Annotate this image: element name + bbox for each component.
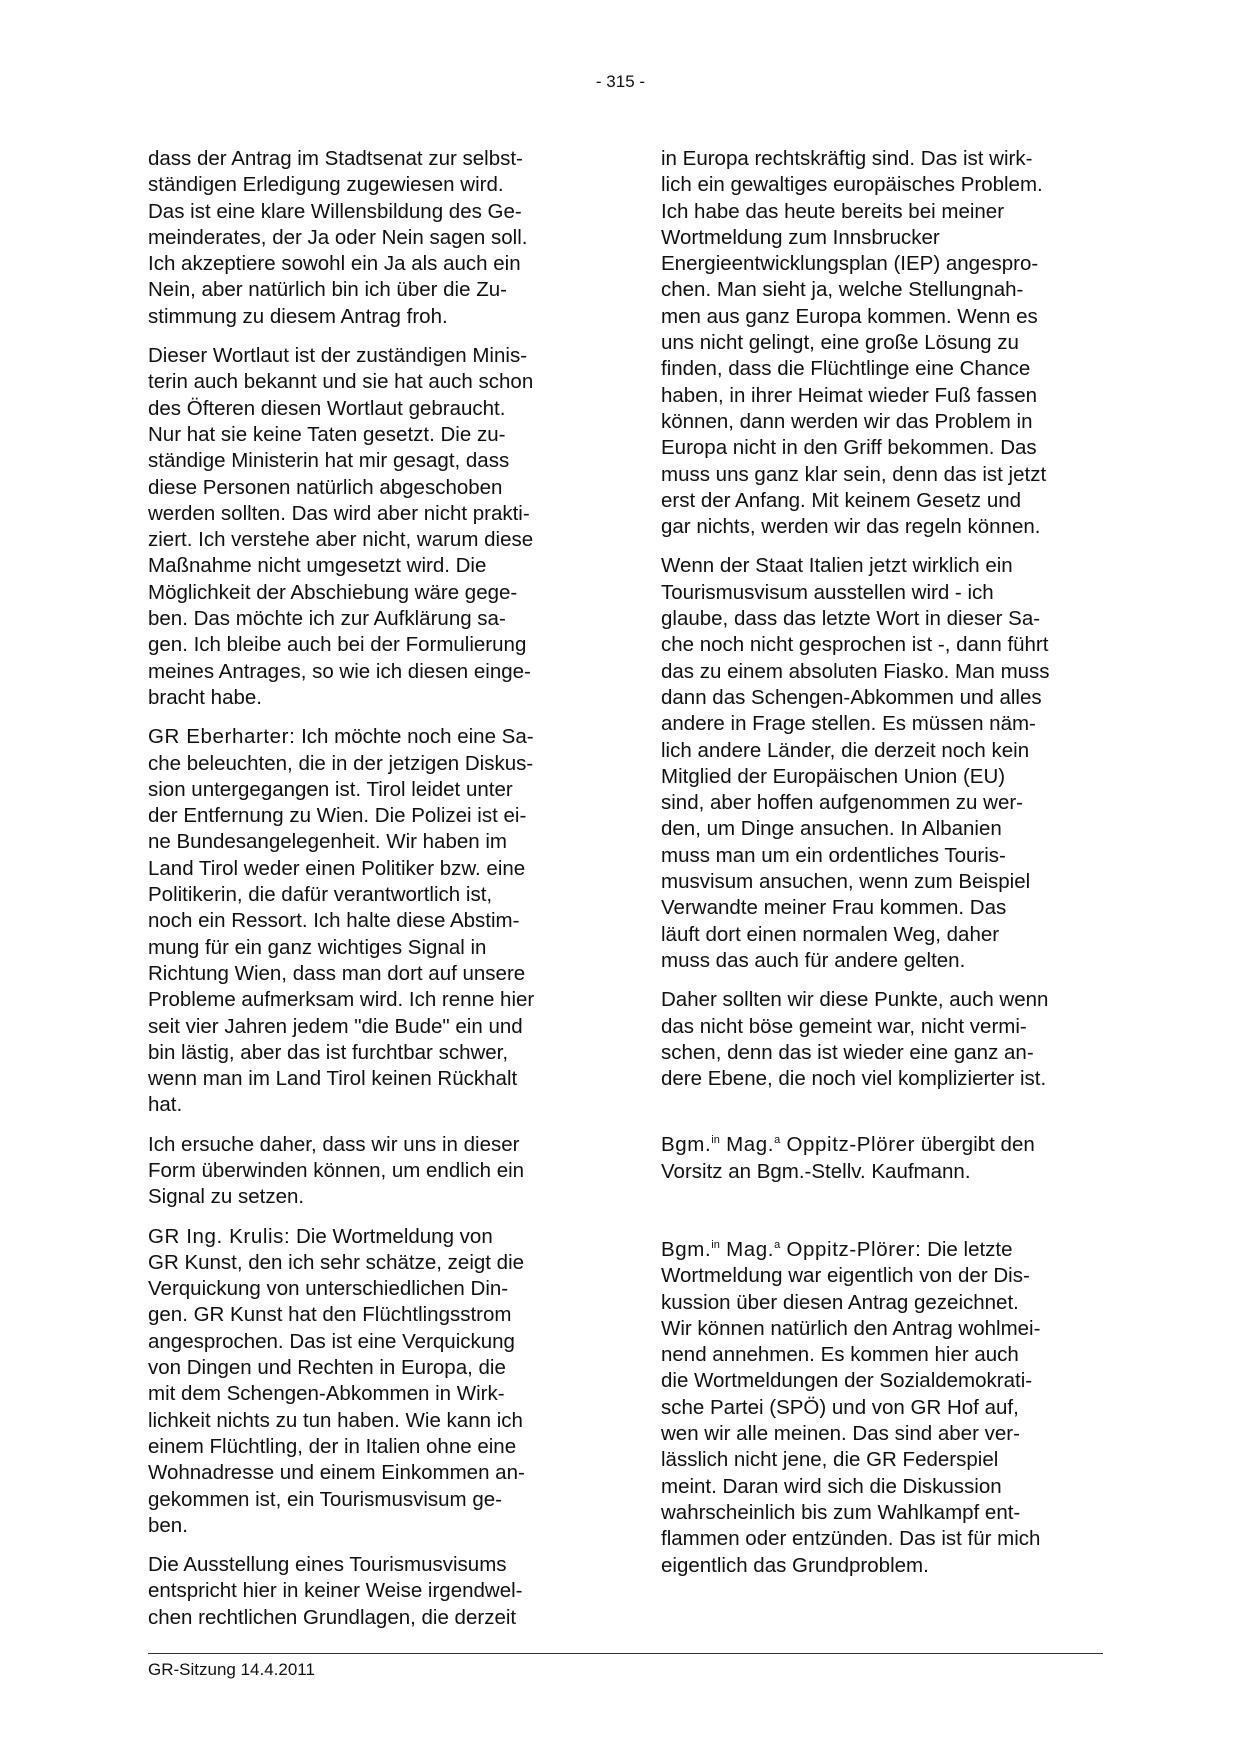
paragraph: Die Ausstellung eines Tourismusvisums entspricht hier in keiner Weise irgendwel- chen rechtlichen Grundlagen, die derzeit [148, 1553, 523, 1629]
left-column [148, 146, 593, 1644]
speaker-title: Bgm. [661, 1237, 712, 1261]
paragraph: Ich ersuche daher, dass wir uns in dieser Form überwinden können, um endlich ein Signal zu setzen. [148, 1132, 525, 1209]
speech-paragraph [148, 1224, 593, 1540]
speaker-title: Bgm. [661, 1133, 712, 1157]
chair-handover-note [661, 1132, 1106, 1185]
superscript: a [774, 1134, 781, 1147]
superscript: a [774, 1239, 781, 1252]
speech-text: Ich möchte noch eine Sa- che beleuchten, die in der jetzigen Diskus- sion untergegangen ist. Tirol leidet unter der Entfernung zu Wien. Die Polizei ist ei- ne Bundesangelegenheit. Wir haben im Land Tirol weder einen Politiker bzw. eine Politikerin, die dafür verantwortlich ist, noch ein Ressort. Ich halte diese Abstim- mung für ein ganz wichtiges Signal in Richtung Wien, dass man dort auf unsere Probleme aufmerksam wird. Ich renne hier seit vier Jahren jedem "die Bude" ein und bin lästig, aber das ist furchtbar schwer, wenn man im Land Tirol keinen Rückhalt hat. [148, 725, 535, 1117]
speech-text: Die Wortmeldung von GR Kunst, den ich sehr schätze, zeigt die Verquickung von unterschiedlichen Din- gen. GR Kunst hat den Flüchtlingsstrom angesprochen. Das ist eine Verquickung von Dingen und Rechten in Europa, die mit dem Schengen-Abkommen in Wirk- lichkeit nichts zu tun haben. Wie kann ich einem Flüchtling, der in Italien ohne eine Wohnadresse und einem Einkommen an- gekommen ist, ein Tourismusvisum ge- ben. [148, 1224, 525, 1537]
paragraph: Dieser Wortlaut ist der zuständigen Minis- terin auch bekannt und sie hat auch schon des Öfteren diesen Wortlaut gebraucht. Nur hat sie keine Taten gesetzt. Die zu- ständige Ministerin hat mir gesagt, dass diese Personen natürlich abgeschoben werden sollten. Das wird aber nicht prakti- ziert. Ich verstehe aber nicht, warum diese Maßnahme nicht umgesetzt wird. Die Möglichkeit der Abschiebung wäre gege- ben. Das möchte ich zur Aufklärung sa- gen. Ich bleibe auch bei der Formulierung meines Antrages, so wie ich diesen einge- bracht habe. [148, 344, 534, 709]
speaker-name: GR Eberharter: [148, 725, 296, 749]
paragraph: in Europa rechtskräftig sind. Das ist wirk- lich ein gewaltiges europäisches Problem. Ich habe das heute bereits bei meiner Wortmeldung zum Innsbrucker Energieentwicklungsplan (IEP) angespro- chen. Man sieht ja, welche Stellungnah- men aus ganz Europa kommen. Wenn es uns nicht gelingt, eine große Lösung zu finden, dass die Flüchtlinge eine Chance haben, in ihrer Heimat wieder Fuß fassen können, dann werden wir das Problem in Europa nicht in den Griff bekommen. Das muss uns ganz klar sein, denn das ist jetzt erst der Anfang. Mit keinem Gesetz und gar nichts, werden wir das regeln können. [661, 147, 1047, 539]
superscript: in [711, 1134, 720, 1147]
paragraph: Wenn der Staat Italien jetzt wirklich ein Tourismusvisum ausstellen wird - ich glaube, dass das letzte Wort in dieser Sa- che noch nicht gesprochen ist -, dann führt das zu einem absoluten Fiasko. Man muss dann das Schengen-Abkommen und alles andere in Frage stellen. Es müssen näm- lich andere Länder, die derzeit noch kein Mitglied der Europäischen Union (EU) sind, aber hoffen aufgenommen zu wer- den, um Dinge ansuchen. In Albanien muss man um ein ordentliches Touris- musvisum ansuchen, wenn zum Beispiel Verwandte meiner Frau kommen. Das läuft dort einen normalen Weg, daher muss das auch für andere gelten. [661, 554, 1050, 972]
paragraph: Daher sollten wir diese Punkte, auch wenn das nicht böse gemeint war, nicht vermi- schen, denn das ist wieder eine ganz an- dere Ebene, die noch viel komplizierter ist. [661, 988, 1049, 1091]
speaker-name: GR Ing. Krulis: [148, 1224, 291, 1248]
speaker-name: Oppitz-Plörer [780, 1133, 916, 1157]
paragraph: dass der Antrag im Stadtsenat zur selbst- ständigen Erledigung zugewiesen wird. Das ist eine klare Willensbildung des Ge- meinderates, der Ja oder Nein sagen soll. Ich akzeptiere sowohl ein Ja als auch ein Nein, aber natürlich bin ich über die Zu- stimmung zu diesem Antrag froh. [148, 147, 528, 328]
speaker-title: Mag. [719, 1133, 775, 1157]
right-column [661, 146, 1106, 1592]
speech-paragraph [661, 1237, 1106, 1579]
speaker-title: Mag. [719, 1237, 775, 1261]
footer-session-label: GR-Sitzung 14.4.2011 [148, 1660, 315, 1679]
speech-paragraph [148, 724, 593, 1118]
footer-divider [148, 1653, 1103, 1654]
superscript: in [711, 1239, 720, 1252]
note-text: übergibt den Vorsitz an Bgm.-Stellv. Kaufmann. [661, 1133, 1035, 1183]
speaker-name: Oppitz-Plörer: [780, 1237, 922, 1261]
speech-text: Die letzte Wortmeldung war eigentlich von der Dis- kussion über diesen Antrag gezeichnet. Wir können natürlich den Antrag wohlmei- nend annehmen. Es kommen hier auch die Wortmeldungen der Sozialdemokrati- sche Partei (SPÖ) und von GR Hof auf, wen wir alle meinen. Das sind aber ver- lässlich nicht jene, die GR Federspiel meint. Daran wird sich die Diskussion wahrscheinlich bis zum Wahlkampf ent- flammen oder entzünden. Das ist für mich eigentlich das Grundproblem. [661, 1237, 1041, 1577]
page-number: - 315 - [595, 72, 646, 91]
